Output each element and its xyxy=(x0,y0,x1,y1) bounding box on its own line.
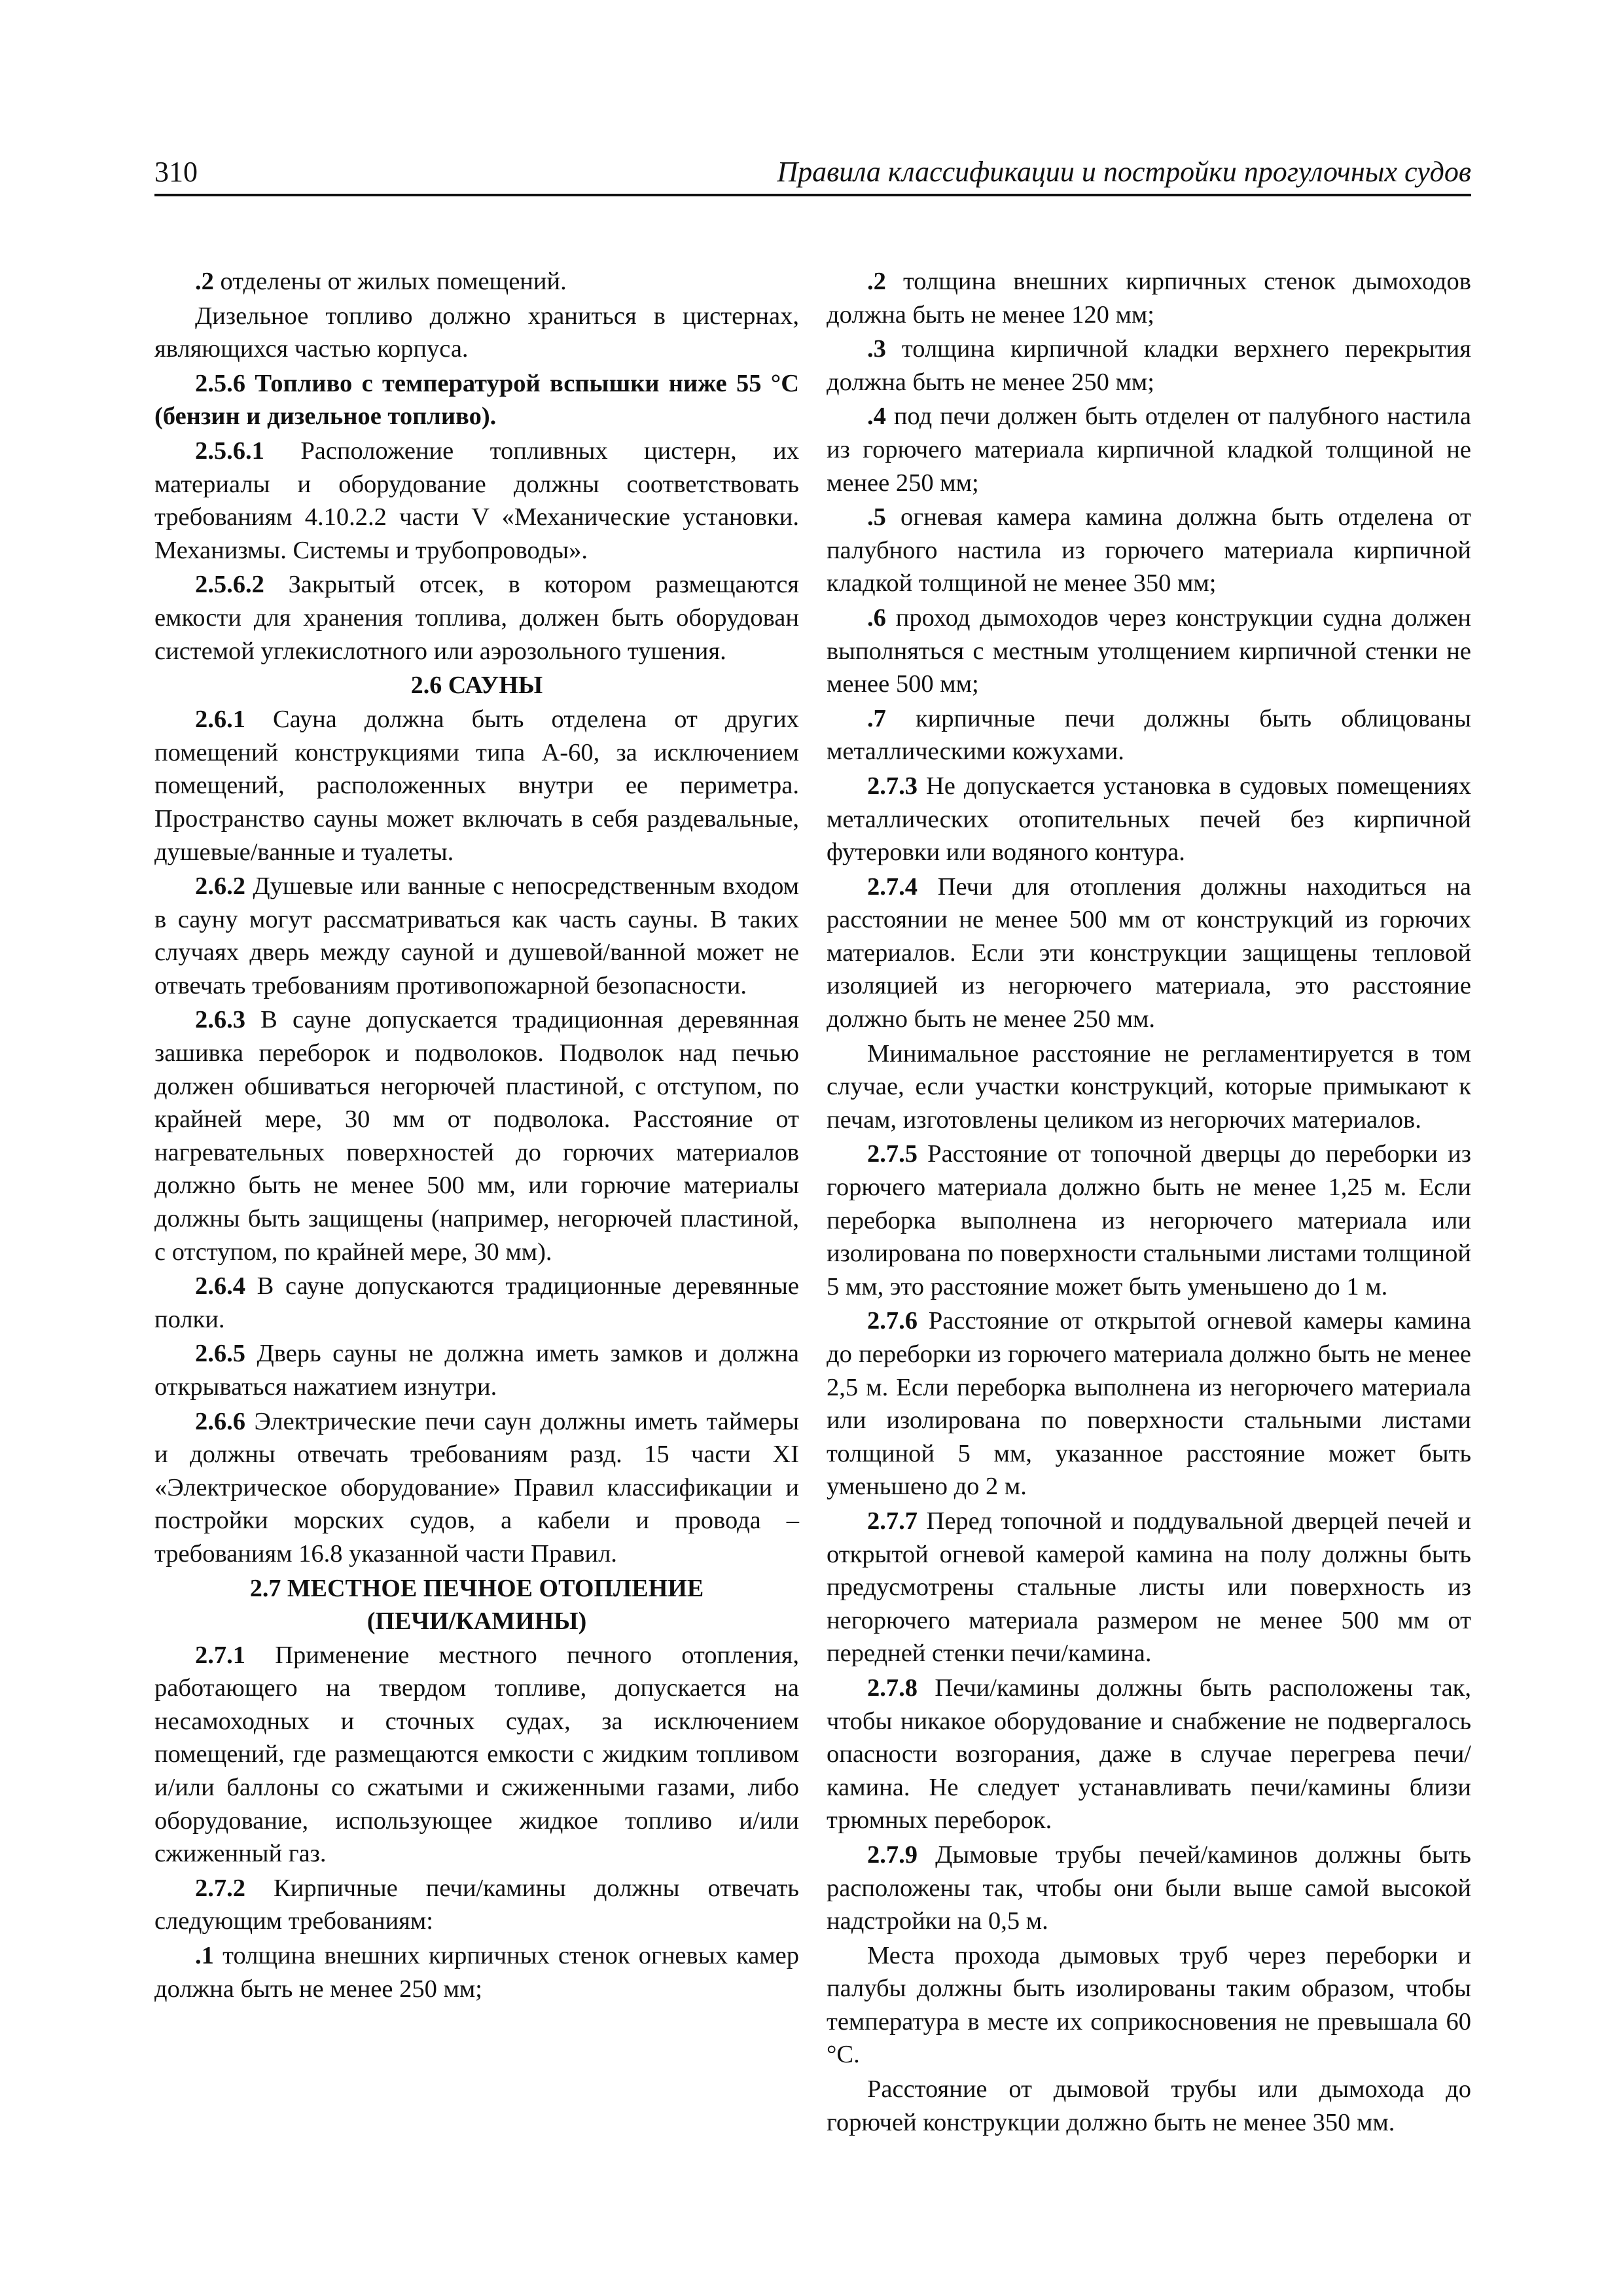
paragraph-text: Печи для отопления должны находиться на расстоянии не менее 500 мм от конструкций из горючих материалов. Если эти конструкции защищены тепловой изоляцией из негорючего материала, это расстояние должно быть не менее 250 мм. xyxy=(827,872,1471,1033)
item-number: .2 xyxy=(195,268,214,295)
item-number: .5 xyxy=(867,503,886,531)
paragraph xyxy=(827,702,1471,768)
paragraph xyxy=(827,265,1471,331)
item-number: .2 xyxy=(867,268,886,295)
item-number: .3 xyxy=(867,335,886,363)
paragraph xyxy=(827,1939,1471,2072)
section-heading-saunas xyxy=(154,669,799,702)
paragraph-text: Дверь сауны не должна иметь замков и должна открываться нажатием изнутри. xyxy=(154,1340,799,1401)
paragraph xyxy=(827,1839,1471,1938)
paragraph xyxy=(827,1672,1471,1837)
paragraph-text: Применение местного печного отопления, работающего на твердом топливе, допускается на несамоходных и сточных судах, за исключением помещений, где размещаются емкости с жидким топливом и/или баллоны со сжатыми и сжиженными газами, либо оборудование, использующее жидкое топливо и/или сжиженный газ. xyxy=(154,1641,799,1868)
subsection-title-text: 2.5.6 Топливо с температурой вспышки ниже 55 °С (бензин и дизельное топливо). xyxy=(154,369,799,431)
paragraph-text: Кирпичные печи/камины должны отвечать следующим требованиям: xyxy=(154,1874,799,1935)
clause-number: 2.6.5 xyxy=(195,1340,245,1368)
paragraph xyxy=(154,1639,799,1871)
clause-number: 2.7.7 xyxy=(867,1507,918,1535)
clause-number: 2.7.3 xyxy=(867,772,918,800)
paragraph xyxy=(154,703,799,869)
paragraph-text: толщина внешних кирпичных стенок дымоходов должна быть не менее 120 мм; xyxy=(827,268,1471,329)
paragraph xyxy=(827,332,1471,399)
clause-number: 2.6.1 xyxy=(195,706,245,734)
clause-number: 2.7.1 xyxy=(195,1641,245,1669)
paragraph xyxy=(827,1304,1471,1503)
paragraph-text: Расположение топливных цистерн, их материалы и оборудование должны соответствовать требованиям 4.10.2.2 части V «Механические установки. Механизмы. Системы и трубопроводы». xyxy=(154,437,799,564)
paragraph-text: В сауне допускаются традиционные деревянные полки. xyxy=(154,1272,799,1333)
clause-number: 2.6.3 xyxy=(195,1006,245,1034)
item-number: .6 xyxy=(867,603,886,632)
paragraph-text: Расстояние от дымовой трубы или дымохода до горючей конструкции должно быть не менее 350 мм. xyxy=(827,2075,1471,2136)
paragraph-text: Дизельное топливо должно храниться в цистернах, являющихся частью корпуса. xyxy=(154,302,799,363)
paragraph xyxy=(154,1270,799,1336)
paragraph-text: отделены от жилых помещений. xyxy=(213,268,567,295)
paragraph-text: Закрытый отсек, в котором размещаются емкости для хранения топлива, должен быть оборудован системой углекислотного или аэрозольного тушения. xyxy=(154,571,799,665)
paragraph xyxy=(827,601,1471,701)
clause-number: 2.6.6 xyxy=(195,1407,245,1435)
paragraph xyxy=(827,770,1471,869)
paragraph xyxy=(154,1939,799,2005)
paragraph-text: Печи/камины должны быть расположены так, чтобы никакое оборудование и снабжение не подвергалось опасности возгорания, даже в случае перегрева печи/камина. Не следует устанавливать печи/камины близи трюмных переборок. xyxy=(827,1674,1471,1835)
subsection-title xyxy=(154,367,799,433)
clause-number: 2.7.6 xyxy=(867,1307,918,1335)
clause-number: 2.7.4 xyxy=(867,872,918,901)
paragraph xyxy=(154,568,799,668)
section-heading-heating xyxy=(154,1572,799,1638)
paragraph-text: проход дымоходов через конструкции судна должен выполняться с местным утолщением кирпичной стенки не менее 500 мм; xyxy=(827,603,1471,698)
paragraph xyxy=(827,870,1471,1036)
paragraph-text: Сауна должна быть отделена от других помещений конструкциями типа А-60, за исключением помещений, расположенных внутри ее периметра. Пространство сауны может включать в себя раздевальные, душевые/ванные и туалеты. xyxy=(154,706,799,866)
clause-number: 2.5.6.2 xyxy=(195,571,264,599)
paragraph xyxy=(154,300,799,366)
paragraph-text: Дымовые трубы печей/каминов должны быть расположены так, чтобы они были выше самой высокой надстройки на 0,5 м. xyxy=(827,1840,1471,1935)
paragraph xyxy=(827,501,1471,600)
paragraph-text: под печи должен быть отделен от палубного настила из горючего материала кирпичной кладкой толщиной не менее 250 мм; xyxy=(827,403,1471,497)
section-heading-line: (ПЕЧИ/КАМИНЫ) xyxy=(366,1607,587,1635)
paragraph-text: кирпичные печи должны быть облицованы металлическими кожухами. xyxy=(827,704,1471,766)
clause-number: 2.7.2 xyxy=(195,1874,245,1902)
paragraph xyxy=(154,1872,799,1938)
paragraph xyxy=(154,1337,799,1403)
page-number: 310 xyxy=(154,156,198,188)
paragraph-text: Расстояние от топочной дверцы до переборки из горючего материала должно быть не менее 1,25 м. Если переборка выполнена из негорючего материала или изолирована по поверхности стальными листами толщиной 5 мм, это расстояние может быть уменьшено до 1 м. xyxy=(827,1140,1471,1300)
clause-number: 2.7.9 xyxy=(867,1840,918,1869)
paragraph xyxy=(154,435,799,567)
paragraph-text: толщина внешних кирпичных стенок огневых камер должна быть не менее 250 мм; xyxy=(154,1941,799,2003)
clause-number: 2.7.5 xyxy=(867,1140,918,1168)
paragraph-text: Перед топочной и поддувальной дверцей печей и открытой огневой камерой камина на полу должны быть предусмотрены стальные листы или поверхность из негорючего материала размером не менее 500 мм от передней стенки печи/камина. xyxy=(827,1507,1471,1668)
paragraph xyxy=(827,1505,1471,1670)
paragraph xyxy=(154,1003,799,1268)
paragraph xyxy=(827,1037,1471,1137)
page-header xyxy=(154,152,1471,196)
paragraph-text: Электрические печи саун должны иметь таймеры и должны отвечать требованиям разд. 15 части XI «Электрическое оборудование» Правил классификации и постройки морских судов, а кабели и провода – требованиям 16.8 указанной части Правил. xyxy=(154,1407,799,1568)
clause-number: 2.6.4 xyxy=(195,1272,245,1300)
item-number: .1 xyxy=(195,1941,214,1969)
paragraph-text: Не допускается установка в судовых помещениях металлических отопительных печей без кирпичной футеровки или водяного контура. xyxy=(827,772,1471,867)
item-number: .7 xyxy=(867,704,886,732)
paragraph-text: толщина кирпичной кладки верхнего перекрытия должна быть не менее 250 мм; xyxy=(827,335,1471,396)
paragraph xyxy=(827,400,1471,499)
paragraph xyxy=(827,1138,1471,1303)
paragraph xyxy=(154,870,799,1002)
section-heading-text: 2.6 САУНЫ xyxy=(410,672,543,700)
left-column xyxy=(154,265,799,2007)
paragraph xyxy=(154,265,799,298)
clause-number: 2.7.8 xyxy=(867,1674,918,1702)
paragraph xyxy=(827,2073,1471,2139)
right-column xyxy=(827,265,1471,2140)
paragraph-text: Минимальное расстояние не регламентируется в том случае, если участки конструкций, которые примыкают к печам, изготовлены целиком из негорючих материалов. xyxy=(827,1039,1471,1134)
item-number: .4 xyxy=(867,403,886,431)
paragraph-text: В сауне допускается традиционная деревянная зашивка переборок и подволоков. Подволок над печью должен обшиваться негорючей пластиной, с отступом, по крайней мере, 30 мм от подволока. Расстояние от нагревательных поверхностей до горючих материалов должно быть не менее 500 мм, или горючие материалы должны быть защищены (например, негорючей пластиной, с отступом, по крайней мере, 30 мм). xyxy=(154,1006,799,1266)
clause-number: 2.6.2 xyxy=(195,872,245,901)
section-heading-line: 2.7 МЕСТНОЕ ПЕЧНОЕ ОТОПЛЕНИЕ xyxy=(249,1574,704,1602)
paragraph-text: Расстояние от открытой огневой камеры камина до переборки из горючего материала должно быть не менее 2,5 м. Если переборка выполнена из негорючего материала или изолирована по поверхности стальными листами толщиной 5 мм, указанное расстояние может быть уменьшено до 2 м. xyxy=(827,1307,1471,1501)
clause-number: 2.5.6.1 xyxy=(195,437,264,465)
paragraph xyxy=(154,1405,799,1571)
paragraph-text: Места прохода дымовых труб через переборки и палубы должны быть изолированы таким образом, чтобы температура в месте их соприкосновения не превышала 60 °С. xyxy=(827,1941,1471,2069)
running-title: Правила классификации и постройки прогулочных судов xyxy=(777,156,1471,188)
paragraph-text: Душевые или ванные с непосредственным входом в сауну могут рассматриваться как часть сауны. В таких случаях дверь между сауной и душевой/ванной может не отвечать требованиям противопожарной безопасности. xyxy=(154,872,799,999)
paragraph-text: огневая камера камина должна быть отделена от палубного настила из горючего материала кирпичной кладкой толщиной не менее 350 мм; xyxy=(827,503,1471,598)
